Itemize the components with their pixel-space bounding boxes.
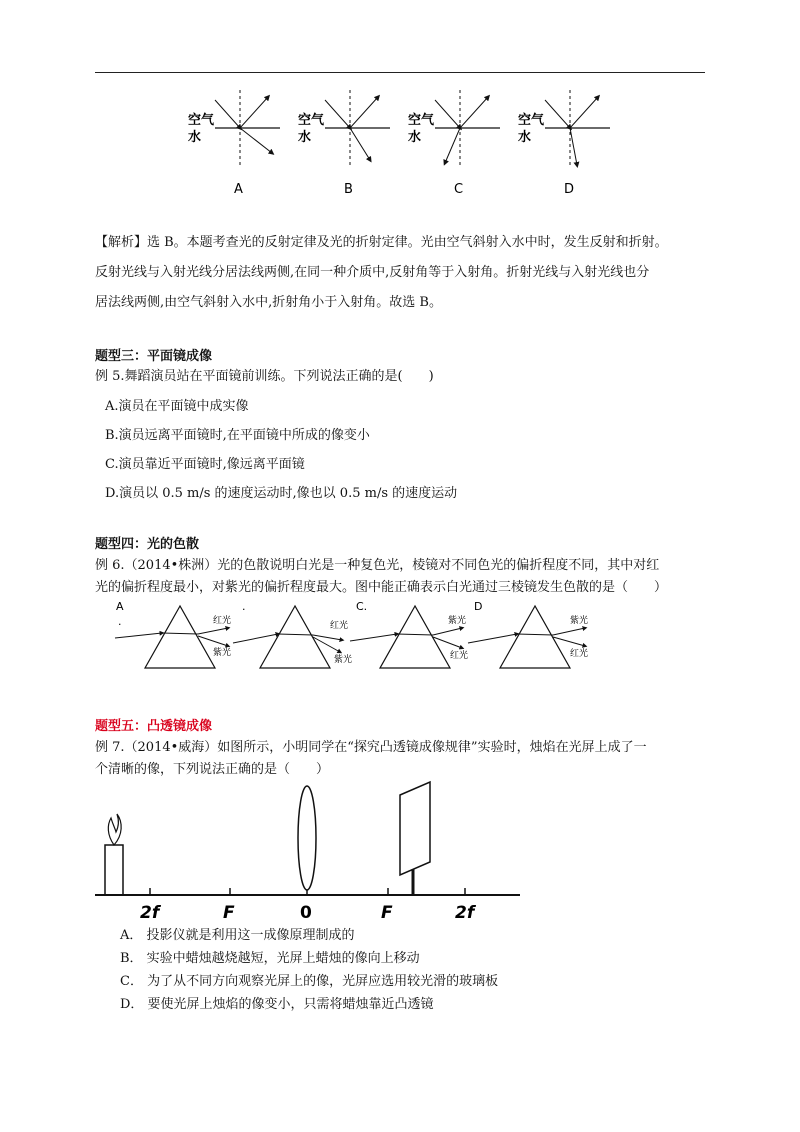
prism-c	[350, 606, 468, 668]
option-b-figure	[298, 90, 390, 197]
prism-b-red-label: 红光	[330, 621, 349, 631]
axis-label-f-right: F	[381, 903, 393, 923]
svg-text:空气: 空气	[518, 113, 545, 128]
prism-b-violet-label: 紫光	[334, 655, 353, 665]
prism-d-label: D	[474, 600, 483, 613]
axis-label-2f-right: 2f	[455, 903, 475, 923]
example7-line-2: 个清晰的像，下列说法正确的是（ ）	[95, 762, 330, 777]
analysis-line-1: 【解析】选 B。本题考查光的反射定律及光的折射定律。光由空气斜射入水中时，发生反射和折射。	[95, 235, 668, 250]
light-screen	[400, 782, 430, 895]
prism-c-label: C.	[356, 600, 368, 613]
prism-d-violet-label: 紫光	[570, 616, 589, 626]
prism-a-violet-label: 紫光	[213, 648, 232, 658]
svg-text:水: 水	[518, 130, 532, 145]
convex-lens-setup-diagram	[95, 780, 525, 925]
example6-line-1: 例 6.（2014•株洲）光的色散说明白光是一种复色光，棱镜对不同色光的偏折程度不同，其中对红	[95, 558, 660, 573]
example5-question: 例 5.舞蹈演员站在平面镜前训练。下列说法正确的是( )	[95, 369, 434, 384]
axis-label-origin: 0	[300, 903, 312, 923]
header-rule	[95, 72, 705, 73]
prism-a-label: A	[116, 600, 124, 613]
example7-line-1: 例 7.（2014•威海）如图所示，小明同学在“探究凸透镜成像规律”实验时，烛焰在光屏上成了一	[95, 740, 647, 755]
prism-b-label: .	[242, 600, 246, 613]
prism-b	[233, 606, 352, 668]
option-d-label: D	[564, 182, 575, 197]
prism-c-violet-label: 紫光	[448, 616, 467, 626]
analysis-line-2: 反射光线与入射光线分居法线两侧,在同一种介质中,反射角等于入射角。折射光线与入射光线也分	[95, 265, 650, 280]
option-a-label: A	[234, 182, 243, 197]
example7-option-a: A． 投影仪就是利用这一成像原理制成的	[120, 928, 355, 943]
svg-text:空气: 空气	[408, 113, 435, 128]
svg-text:空气: 空气	[298, 113, 325, 128]
option-b-label: B	[344, 182, 353, 197]
convex-lens	[298, 786, 316, 895]
section4-title: 题型四：光的色散	[95, 537, 200, 552]
axis-label-f-left: F	[223, 903, 235, 923]
candle	[105, 814, 123, 895]
section5-title: 题型五：凸透镜成像	[95, 719, 213, 734]
reflection-refraction-diagram	[180, 85, 620, 200]
axis-label-2f-left: 2f	[140, 903, 160, 923]
option-c-figure	[408, 90, 500, 197]
prism-a	[115, 606, 231, 668]
example5-option-b: B.演员远离平面镜时,在平面镜中所成的像变小	[105, 428, 370, 443]
svg-text:.: .	[118, 615, 122, 628]
option-d-figure	[518, 90, 610, 197]
analysis-line-3: 居法线两侧,由空气斜射入水中,折射角小于入射角。故选 B。	[95, 295, 442, 310]
medium-water-label: 水	[188, 130, 202, 145]
svg-text:水: 水	[298, 130, 312, 145]
svg-text:水: 水	[408, 130, 422, 145]
section3-title: 题型三：平面镜成像	[95, 349, 213, 364]
example5-option-c: C.演员靠近平面镜时,像远离平面镜	[105, 457, 305, 472]
example5-option-d: D.演员以 0.5 m/s 的速度运动时,像也以 0.5 m/s 的速度运动	[105, 486, 458, 501]
example6-line-2: 光的偏折程度最小，对紫光的偏折程度最大。图中能正确表示白光通过三棱镜发生色散的是（ ）	[95, 580, 668, 595]
example7-option-c: C． 为了从不同方向观察光屏上的像，光屏应选用较光滑的玻璃板	[120, 974, 499, 989]
prism-dispersion-diagram	[110, 598, 610, 676]
prism-c-red-label: 红光	[450, 651, 469, 661]
option-a-figure	[188, 90, 280, 197]
example5-option-a: A.演员在平面镜中成实像	[105, 399, 249, 414]
option-c-label: C	[454, 182, 464, 197]
prism-a-red-label: 红光	[213, 616, 232, 626]
example7-option-b: B． 实验中蜡烛越烧越短，光屏上蜡烛的像向上移动	[120, 951, 420, 966]
prism-d	[468, 606, 588, 668]
medium-air-label: 空气	[188, 113, 215, 128]
example7-option-d: D． 要使光屏上烛焰的像变小，只需将蜡烛靠近凸透镜	[120, 997, 434, 1012]
prism-d-red-label: 红光	[570, 649, 589, 659]
